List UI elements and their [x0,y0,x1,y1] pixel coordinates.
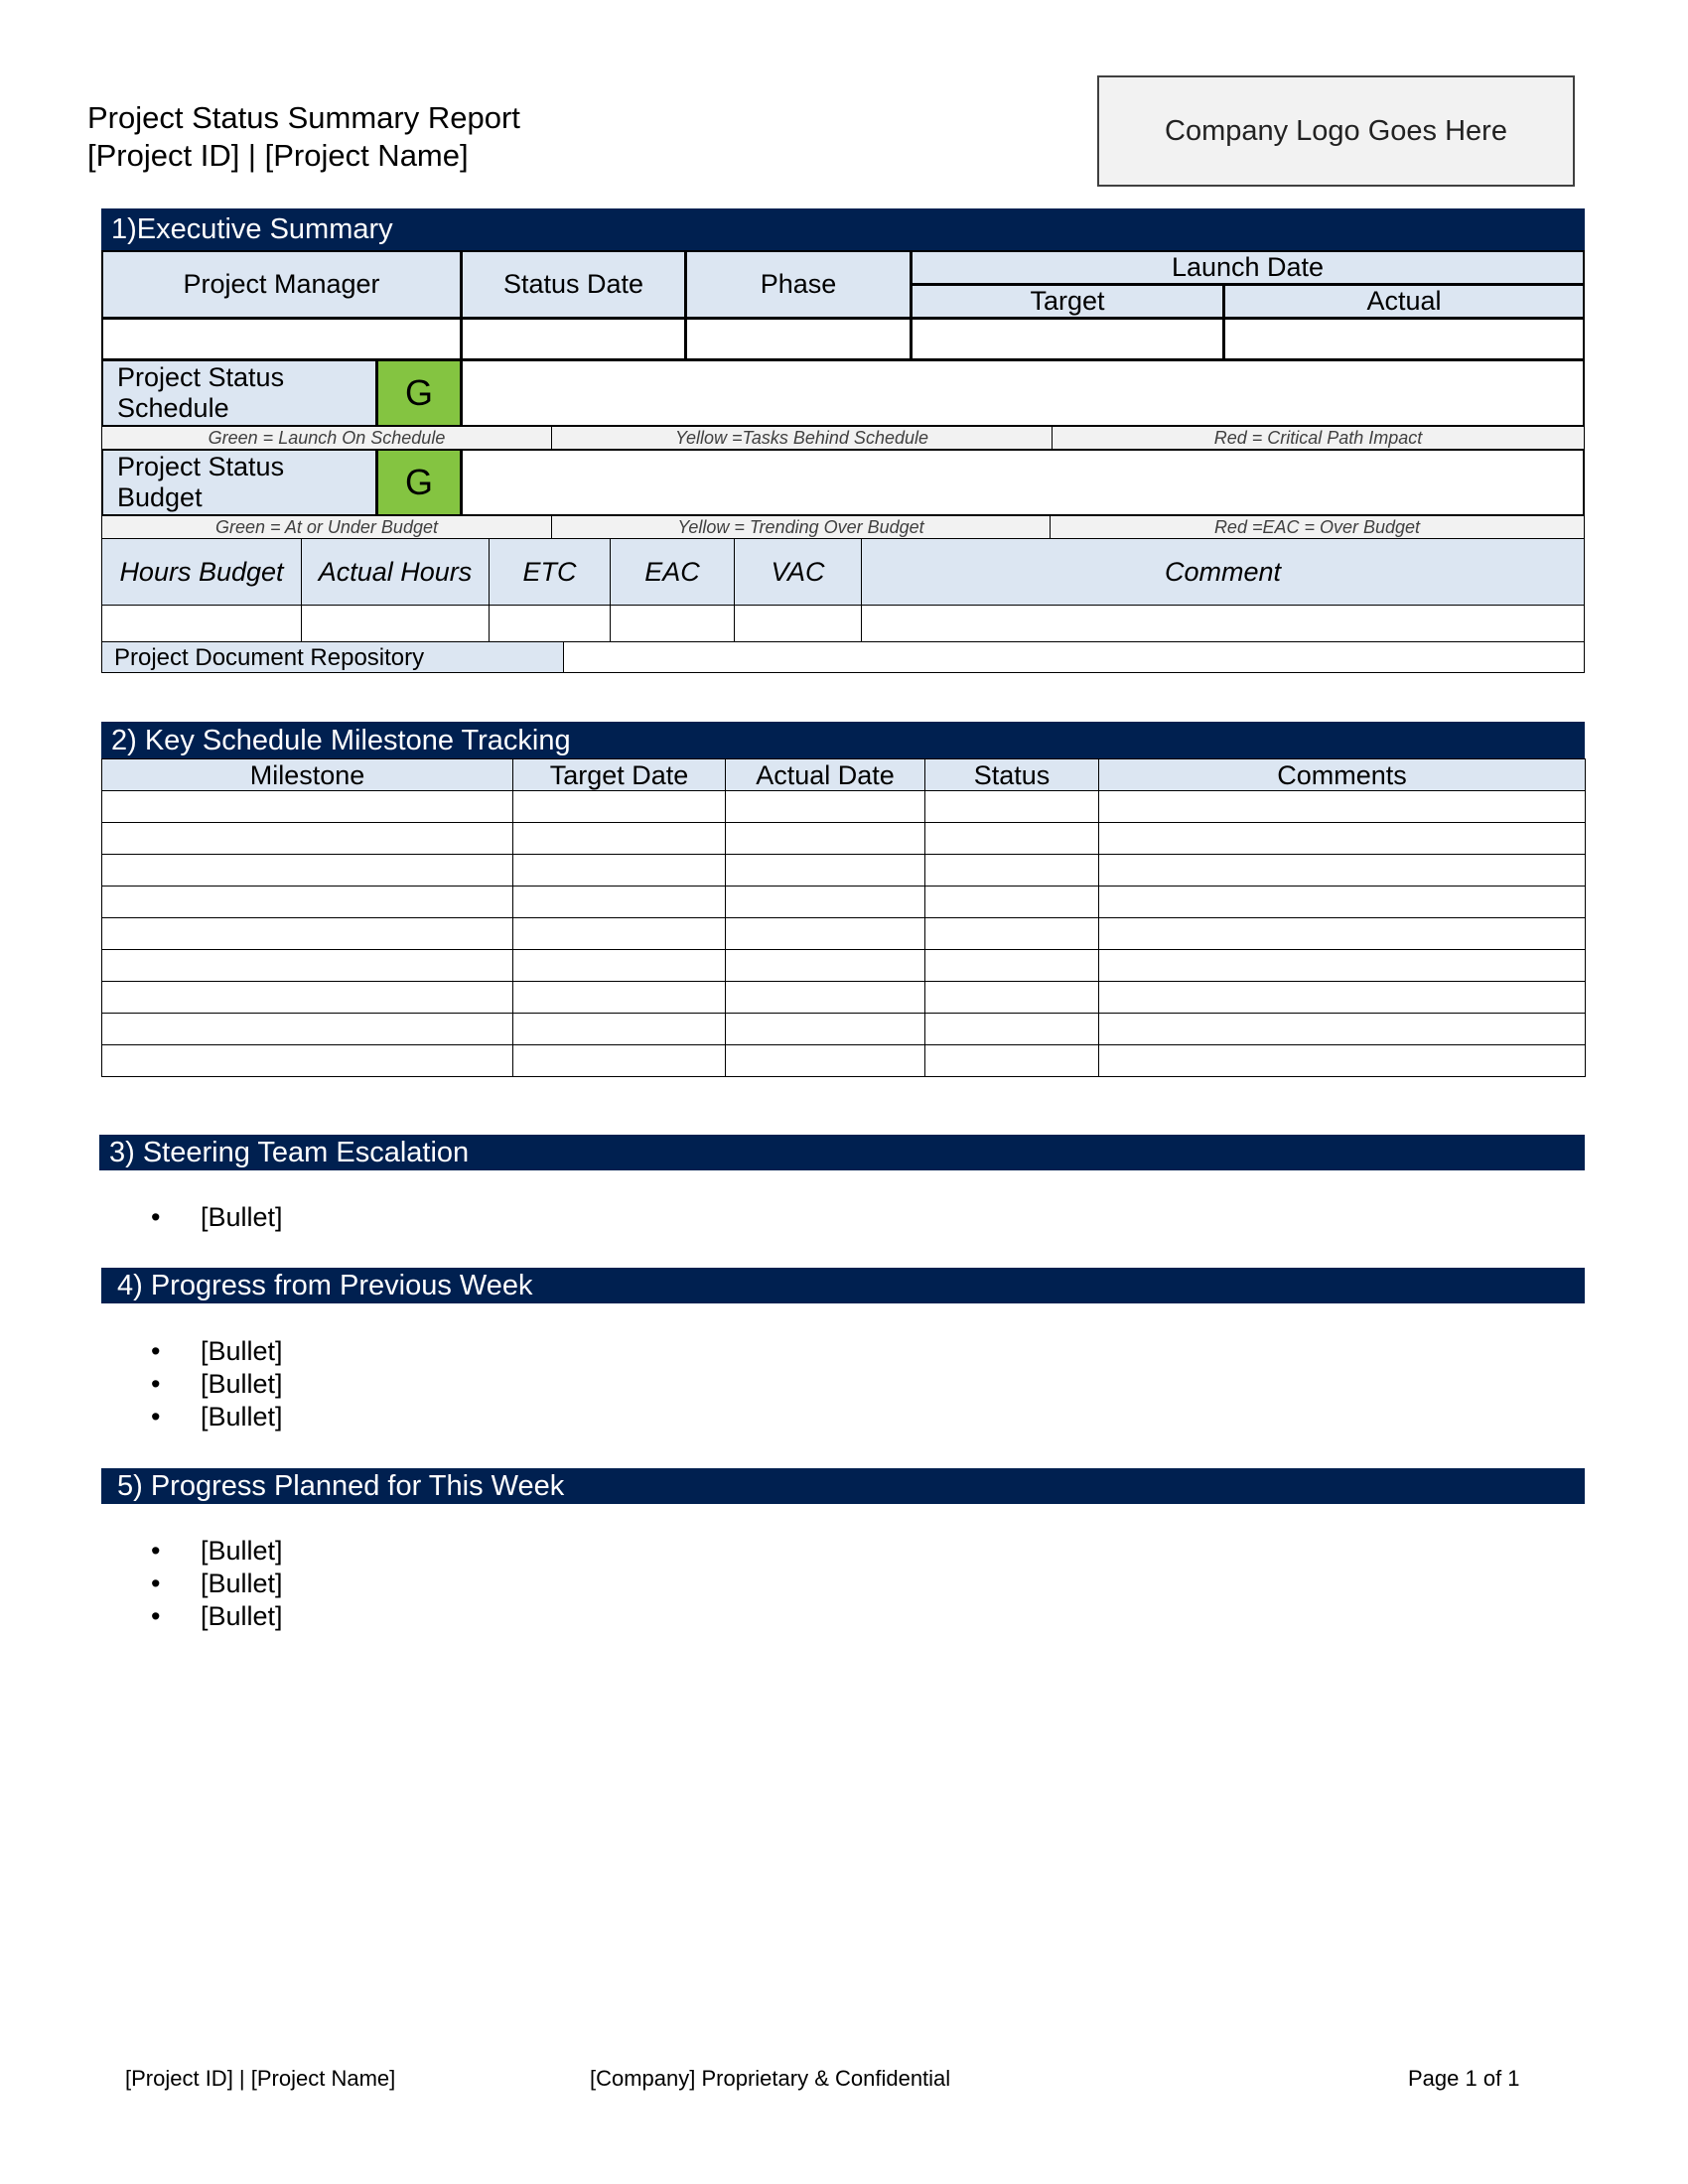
launch-actual-header: Actual [1223,284,1585,319]
milestone-cell[interactable] [925,887,1099,918]
schedule-status-label: Project Status Schedule [101,359,377,427]
comment-value[interactable] [861,605,1585,642]
milestone-cell[interactable] [102,982,513,1014]
company-logo-placeholder [1097,75,1575,187]
milestone-cell[interactable] [925,918,1099,950]
milestone-cell[interactable] [925,823,1099,855]
status-col-header: Status [925,759,1099,791]
budget-legend-red: Red =EAC = Over Budget [1050,515,1585,539]
section-milestone-heading: 2) Key Schedule Milestone Tracking [101,722,1585,759]
milestone-cell[interactable] [102,791,513,823]
footer-page-number: Page 1 of 1 [1408,2066,1520,2091]
milestone-cell[interactable] [1099,1045,1586,1077]
budget-status-label: Project Status Budget [101,449,377,516]
milestone-cell[interactable] [102,855,513,887]
budget-status-badge[interactable]: G [376,449,462,516]
status-date-value[interactable] [461,318,686,360]
milestone-row [102,855,1586,887]
actual-hours-value[interactable] [301,605,490,642]
section-previous-week-heading: 4) Progress from Previous Week [101,1268,1585,1303]
project-manager-value[interactable] [101,318,462,360]
eac-header: EAC [610,538,735,606]
actual-date-col-header: Actual Date [726,759,925,791]
milestone-cell[interactable] [726,855,925,887]
this-week-bullet: • [Bullet] [151,1600,283,1633]
milestone-cell[interactable] [726,1045,925,1077]
etc-header: ETC [489,538,611,606]
budget-status-notes[interactable] [461,449,1585,516]
milestone-cell[interactable] [1099,823,1586,855]
actual-hours-header: Actual Hours [301,538,490,606]
milestone-cell[interactable] [513,982,726,1014]
eac-value[interactable] [610,605,735,642]
milestone-cell[interactable] [1099,918,1586,950]
target-date-col-header: Target Date [513,759,726,791]
milestone-cell[interactable] [1099,855,1586,887]
milestone-cell[interactable] [1099,791,1586,823]
milestone-table [101,758,1586,1077]
schedule-legend-green: Green = Launch On Schedule [101,426,552,450]
hours-budget-header: Hours Budget [101,538,302,606]
vac-value[interactable] [734,605,862,642]
milestone-cell[interactable] [102,1014,513,1045]
footer-project: [Project ID] | [Project Name] [125,2066,396,2091]
phase-value[interactable] [685,318,912,360]
milestone-row [102,887,1586,918]
report-title: Project Status Summary Report [87,100,520,135]
report-subtitle: [Project ID] | [Project Name] [87,138,469,173]
schedule-legend-yellow: Yellow =Tasks Behind Schedule [551,426,1053,450]
escalation-bullet-list [151,1201,283,1234]
milestone-cell[interactable] [102,823,513,855]
section-executive-summary-heading: 1)Executive Summary [101,208,1585,250]
footer-confidential: [Company] Proprietary & Confidential [590,2066,951,2091]
milestone-cell[interactable] [925,791,1099,823]
milestone-row [102,982,1586,1014]
escalation-bullet: • [Bullet] [151,1201,283,1234]
hours-budget-value[interactable] [101,605,302,642]
milestone-cell[interactable] [726,791,925,823]
launch-date-header: Launch Date [911,250,1585,285]
milestone-cell[interactable] [726,950,925,982]
schedule-legend-red: Red = Critical Path Impact [1052,426,1585,450]
milestone-cell[interactable] [1099,982,1586,1014]
section-this-week-heading: 5) Progress Planned for This Week [101,1468,1585,1504]
milestone-cell[interactable] [726,918,925,950]
milestone-header-row [102,759,1586,791]
this-week-bullet-list [151,1535,283,1633]
milestone-cell[interactable] [1099,950,1586,982]
launch-target-header: Target [911,284,1224,319]
milestone-cell[interactable] [513,918,726,950]
document-repository-link[interactable] [563,641,1585,673]
milestone-cell[interactable] [513,1014,726,1045]
document-repository-label: Project Document Repository [101,641,564,673]
milestone-row [102,823,1586,855]
milestone-row [102,791,1586,823]
etc-value[interactable] [489,605,611,642]
this-week-bullet: • [Bullet] [151,1568,283,1600]
milestone-cell[interactable] [102,950,513,982]
milestone-cell[interactable] [726,887,925,918]
milestone-cell[interactable] [726,1014,925,1045]
launch-actual-value[interactable] [1223,318,1585,360]
milestone-cell[interactable] [726,982,925,1014]
comments-col-header: Comments [1099,759,1586,791]
milestone-row [102,918,1586,950]
milestone-cell[interactable] [513,1045,726,1077]
milestone-cell[interactable] [513,791,726,823]
this-week-bullet: • [Bullet] [151,1535,283,1568]
milestone-row [102,950,1586,982]
milestone-cell[interactable] [102,918,513,950]
milestone-cell[interactable] [1099,1014,1586,1045]
budget-legend-green: Green = At or Under Budget [101,515,552,539]
previous-week-bullet: • [Bullet] [151,1335,283,1368]
comment-header: Comment [861,538,1585,606]
status-date-header: Status Date [461,250,686,319]
section-escalation-heading: 3) Steering Team Escalation [99,1135,1585,1170]
milestone-cell[interactable] [925,855,1099,887]
schedule-status-badge[interactable]: G [376,359,462,427]
milestone-cell[interactable] [102,887,513,918]
phase-header: Phase [685,250,912,319]
milestone-row [102,1014,1586,1045]
milestone-row [102,1045,1586,1077]
milestone-cell[interactable] [925,1014,1099,1045]
milestone-cell[interactable] [513,950,726,982]
launch-target-value[interactable] [911,318,1224,360]
milestone-cell[interactable] [925,1045,1099,1077]
logo-placeholder-text: Company Logo Goes Here [1165,114,1507,147]
milestone-cell[interactable] [513,823,726,855]
vac-header: VAC [734,538,862,606]
milestone-cell[interactable] [1099,887,1586,918]
schedule-status-notes[interactable] [461,359,1585,427]
milestone-cell[interactable] [925,950,1099,982]
milestone-cell[interactable] [102,1045,513,1077]
milestone-cell[interactable] [513,887,726,918]
milestone-cell[interactable] [925,982,1099,1014]
milestone-col-header: Milestone [102,759,513,791]
project-manager-header: Project Manager [101,250,462,319]
milestone-cell[interactable] [726,823,925,855]
previous-week-bullet: • [Bullet] [151,1368,283,1401]
milestone-cell[interactable] [513,855,726,887]
budget-legend-yellow: Yellow = Trending Over Budget [551,515,1051,539]
previous-week-bullet: • [Bullet] [151,1401,283,1433]
previous-week-bullet-list [151,1335,283,1433]
